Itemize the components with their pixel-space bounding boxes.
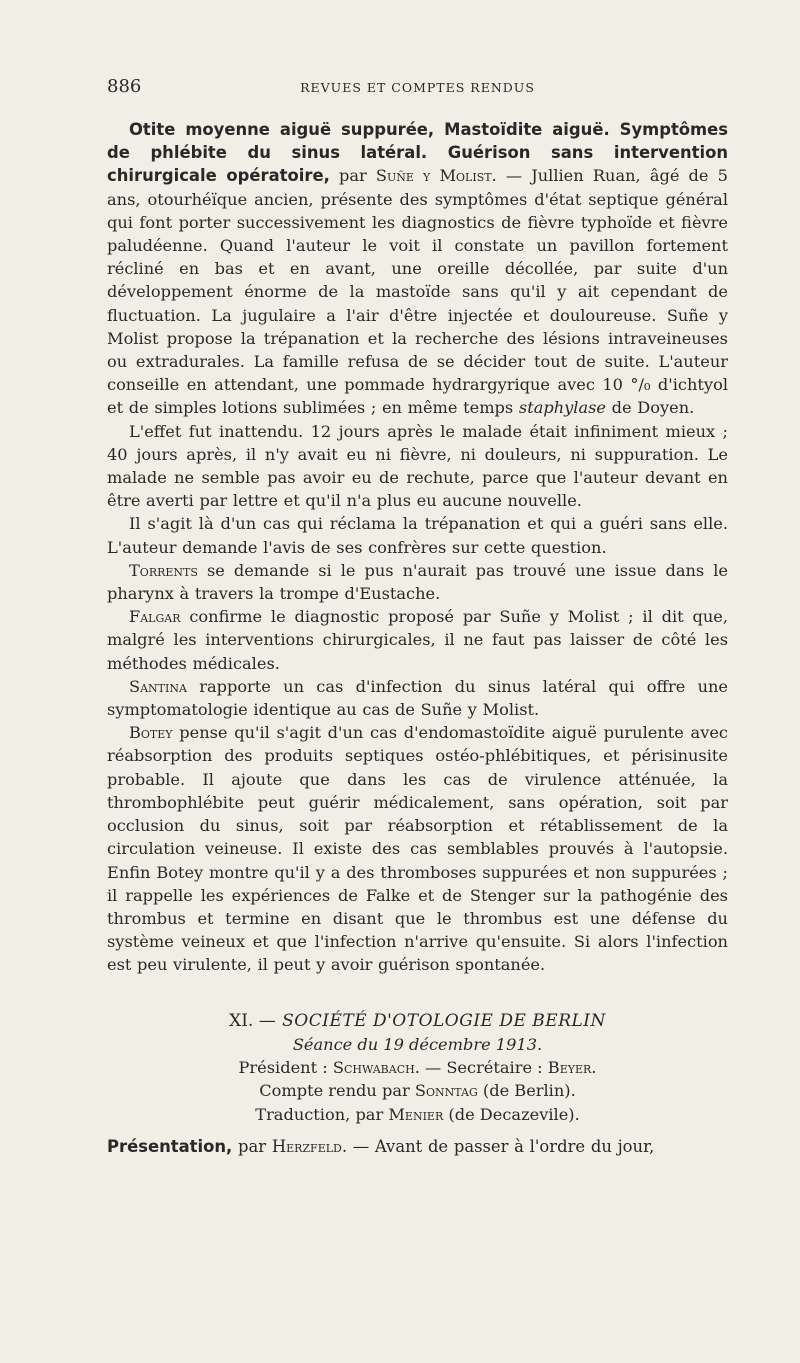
article-paragraph-2: L'effet fut inattendu. 12 jours après le malade était infiniment mieux ; 40 jours après, il n'y avait eu ni fièvre, ni douleurs, ni suppuration. Le malade ne semble pas avoir eu de rechute, parce que l'auteur devant en être averti par lettre et qu'il n'a plus eu aucune nouvelle. [107, 421, 728, 511]
president-label: Président : [238, 1058, 328, 1078]
by-word: par [338, 166, 367, 186]
speaker-name: Torrents [129, 560, 198, 580]
paragraph-text: rapporte un cas d'infection du sinus latéral qui offre une symptomatologie identique au cas de Suñe y Molist. [107, 676, 728, 720]
article-title: Otite moyenne aiguë suppurée, Mastoïdite aiguë. Symptômes de phlébite du sinus latéral. Guérison sans intervention chirurgicale opératoire, [107, 120, 728, 186]
speaker-name: Botey [129, 723, 173, 743]
article-paragraph-1 [107, 118, 728, 420]
section-number: XI. [229, 1010, 254, 1031]
speaker-name: Falgar [129, 607, 181, 627]
page-number: 886 [107, 76, 142, 97]
presentation-author: Herzfeld. [271, 1136, 348, 1156]
italic-term: staphylase [518, 398, 607, 418]
article-paragraph-4 [107, 559, 728, 605]
session-date: Séance du 19 décembre 1913. [292, 1035, 543, 1055]
article-paragraph-5 [107, 605, 728, 675]
report-line [107, 1079, 728, 1102]
president-name: Schwabach. [332, 1058, 420, 1078]
by-word: par [237, 1136, 267, 1156]
article-authors: Suñe y Molist. [375, 166, 497, 186]
paragraph-text: — Avant de passer à l'ordre du jour, [352, 1136, 655, 1156]
report-author: Sonntag [414, 1081, 478, 1101]
secretary-name: Beyer. [547, 1058, 597, 1078]
translator-place: (de Decazevile). [448, 1104, 580, 1124]
translator-name: Menier [388, 1104, 444, 1124]
paragraph-text: de Doyen. [611, 398, 695, 418]
report-label: Compte rendu par [259, 1081, 410, 1101]
paragraph-text: confirme le diagnostic proposé par Suñe y Molist ; il dit que, malgré les interventions chirurgicales, il ne faut pas laisser de côté les méthodes médicales. [107, 607, 728, 673]
paragraph-text: — Jullien Ruan, âgé de 5 ans, otourhéïque ancien, présente des symptômes d'état septique général qui font porter successivement les diagnostics de fièvre typhoïde et fièvre paludéenne. Quand l'auteur le voit il constate un pavillon fortement récliné en bas et en avant, une oreille décollée, par suite d'un développement énorme de la mastoïde sans qu'il y ait cependant de fluctuation. La jugulaire a l'air d'être injectée et douloureuse. Suñe y Molist propose la trépanation et la recherche des lésions intraveineuses ou extradurales. La famille refusa de se décider tout de suite. L'auteur conseille en attendant, une pommade hydrargyrique avec 10 °/₀ d'ichtyol et de simples lotions sublimées ; en même temps [107, 166, 728, 418]
article-paragraph-3: Il s'agit là d'un cas qui réclama la trépanation et qui a guéri sans elle. L'auteur demande l'avis de ses confrères sur cette question. [107, 514, 728, 557]
article-paragraph-7 [107, 721, 728, 976]
article-paragraph-6 [107, 675, 728, 721]
running-title: REVUES ET COMPTES RENDUS [300, 80, 535, 95]
speaker-name: Santina [129, 676, 187, 696]
paragraph-text: se demande si le pus n'aurait pas trouvé une issue dans le pharynx à travers la trompe d'Eustache. [107, 560, 728, 604]
translation-label: Traduction, par [255, 1104, 384, 1124]
translation-line [107, 1103, 728, 1126]
section-title: — SOCIÉTÉ D'OTOLOGIE DE BERLIN [258, 1010, 606, 1031]
section-heading [107, 1010, 728, 1034]
officers-line [107, 1056, 728, 1079]
paragraph-text: pense qu'il s'agit d'un cas d'endomastoïdite aiguë purulente avec réabsorption des produits septiques ostéo-phlébitiques, et périsinusite probable. Il ajoute que dans les cas de virulence atténuée, la thrombophlébite peut guérir médicalement, sans opération, soit par occlusion du sinus, soit par réabsorption et rétablissement de la circulation veineuse. Il existe des cas semblables prouvés à l'autopsie. Enfin Botey montre qu'il y a des thromboses suppurées et non suppurées ; il rappelle les expériences de Falke et de Stenger sur la pathogénie des thrombus et termine en disant que le thrombus est une défense du système veineux et que l'infection n'arrive qu'ensuite. Si alors l'infection est peu virulente, il peut y avoir guérison spontanée. [107, 723, 728, 975]
presentation-label: Présentation, [107, 1136, 233, 1156]
page-header [107, 76, 728, 100]
report-place: (de Berlin). [482, 1081, 576, 1101]
presentation-paragraph [107, 1135, 728, 1158]
article-body [107, 118, 728, 1158]
secretary-label: — Secrétaire : [425, 1058, 543, 1078]
